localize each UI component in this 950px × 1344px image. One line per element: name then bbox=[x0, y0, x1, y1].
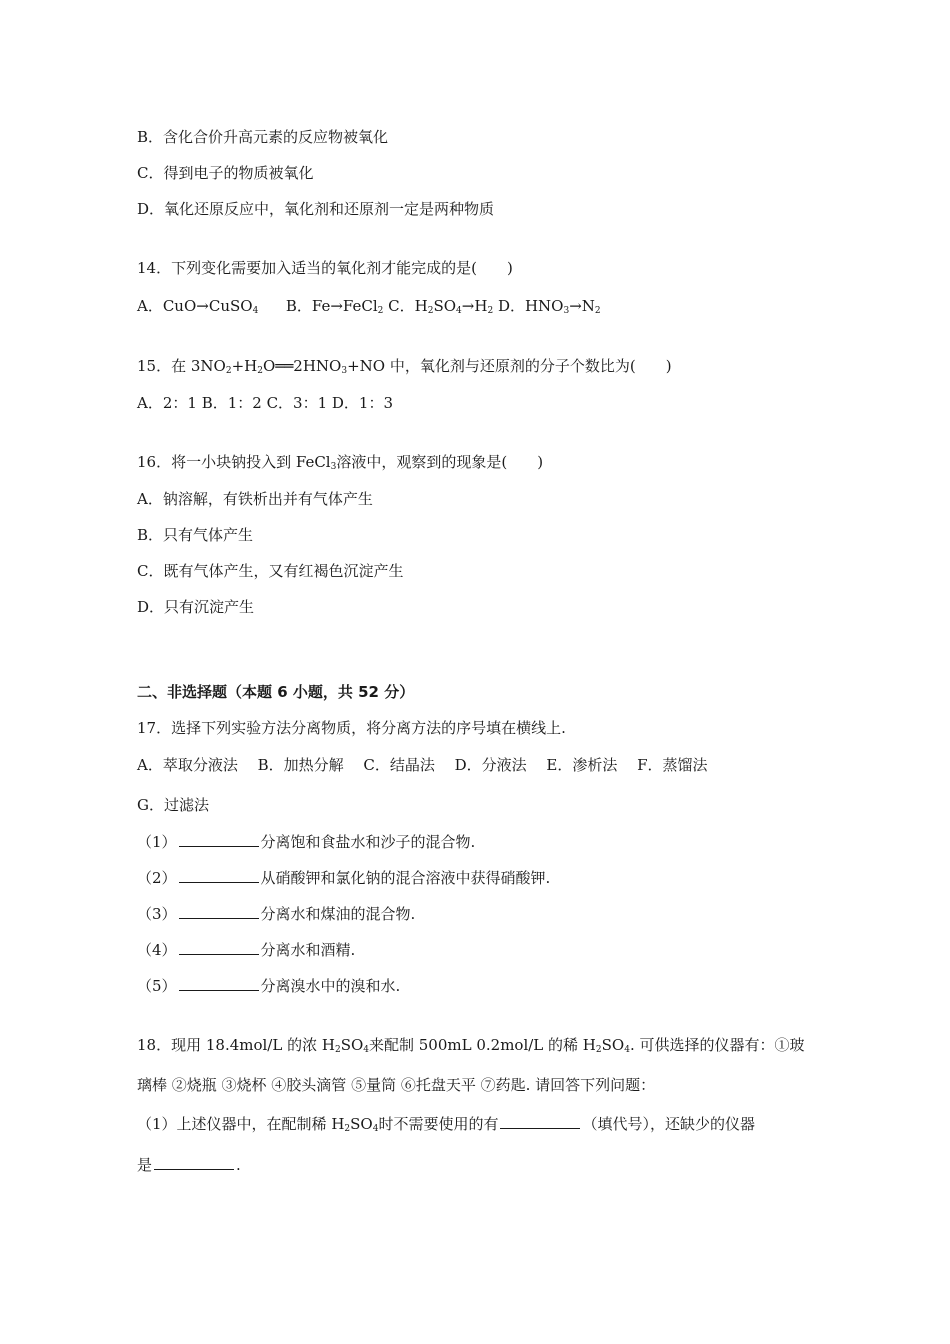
q17-item: （3） 分离水和煤油的混合物. bbox=[137, 905, 416, 923]
q18-line3: （1）上述仪器中，在配制稀 $H_2SO_4$时不需要使用的有 （填代号），还缺少的仪器 bbox=[137, 1115, 755, 1134]
answer-blank[interactable] bbox=[154, 1155, 234, 1170]
q17-item: （4） 分离水和酒精. bbox=[137, 941, 356, 959]
q18-line2: 璃棒 ②烧瓶 ③烧杯 ④胶头滴管 ⑤量筒 ⑥托盘天平 ⑦药匙. 请回答下列问题： bbox=[137, 1076, 656, 1094]
q13-option-b: B．含化合价升高元素的反应物被氧化 bbox=[137, 128, 389, 146]
answer-blank[interactable] bbox=[179, 868, 259, 883]
q16-option-d: D．只有沉淀产生 bbox=[137, 598, 255, 616]
q17-item: （1） 分离饱和食盐水和沙子的混合物. bbox=[137, 833, 476, 851]
q14-stem: 14．下列变化需要加入适当的氧化剂才能完成的是( ) bbox=[137, 259, 513, 277]
answer-blank[interactable] bbox=[500, 1114, 580, 1129]
q13-option-c: C．得到电子的物质被氧化 bbox=[137, 164, 314, 182]
section-heading: 二、非选择题（本题 6 小题，共 52 分） bbox=[137, 683, 415, 701]
q13-option-d: D．氧化还原反应中，氧化剂和还原剂一定是两种物质 bbox=[137, 200, 495, 218]
q18-line4: 是 . bbox=[137, 1156, 241, 1174]
q16-option-a: A．钠溶解，有铁析出并有气体产生 bbox=[137, 490, 373, 508]
answer-blank[interactable] bbox=[179, 976, 259, 991]
q17-options-row1: A．萃取分液法 B．加热分解 C．结晶法 D．分液法 E．渗析法 F．蒸馏法 bbox=[137, 756, 708, 774]
q17-item: （5） 分离溴水中的溴和水. bbox=[137, 977, 401, 995]
q14-options: A．CuO→CuSO$_4$ B．Fe→FeCl$_2$ C．$H_2SO_4\to H_2$ D．$HNO_3\to N_2$ bbox=[137, 297, 601, 316]
answer-blank[interactable] bbox=[179, 940, 259, 955]
q17-item: （2） 从硝酸钾和氯化钠的混合溶液中获得硝酸钾. bbox=[137, 869, 551, 887]
q16-stem: 16．将一小块钠投入到 FeCl$_3$溶液中，观察到的现象是( ) bbox=[137, 453, 544, 472]
answer-blank[interactable] bbox=[179, 832, 259, 847]
q15-options: A．2：1 B．1：2 C．3：1 D．1：3 bbox=[137, 394, 394, 412]
q17-options-row2: G．过滤法 bbox=[137, 796, 209, 814]
q16-option-c: C．既有气体产生，又有红褐色沉淀产生 bbox=[137, 562, 404, 580]
q16-option-b: B．只有气体产生 bbox=[137, 526, 254, 544]
q17-stem: 17．选择下列实验方法分离物质，将分离方法的序号填在横线上. bbox=[137, 719, 566, 737]
q18-line1: 18．现用 18.4mol/L 的浓 $H_2SO_4$来配制 500mL 0.2mol/L 的稀 $H_2SO_4$. 可供选择的仪器有：①玻 bbox=[137, 1036, 805, 1055]
answer-blank[interactable] bbox=[179, 904, 259, 919]
q15-stem: 15．在 $3NO_2+H_2O══2HNO_3+NO$ 中，氧化剂与还原剂的分子个数比为( ) bbox=[137, 357, 672, 376]
